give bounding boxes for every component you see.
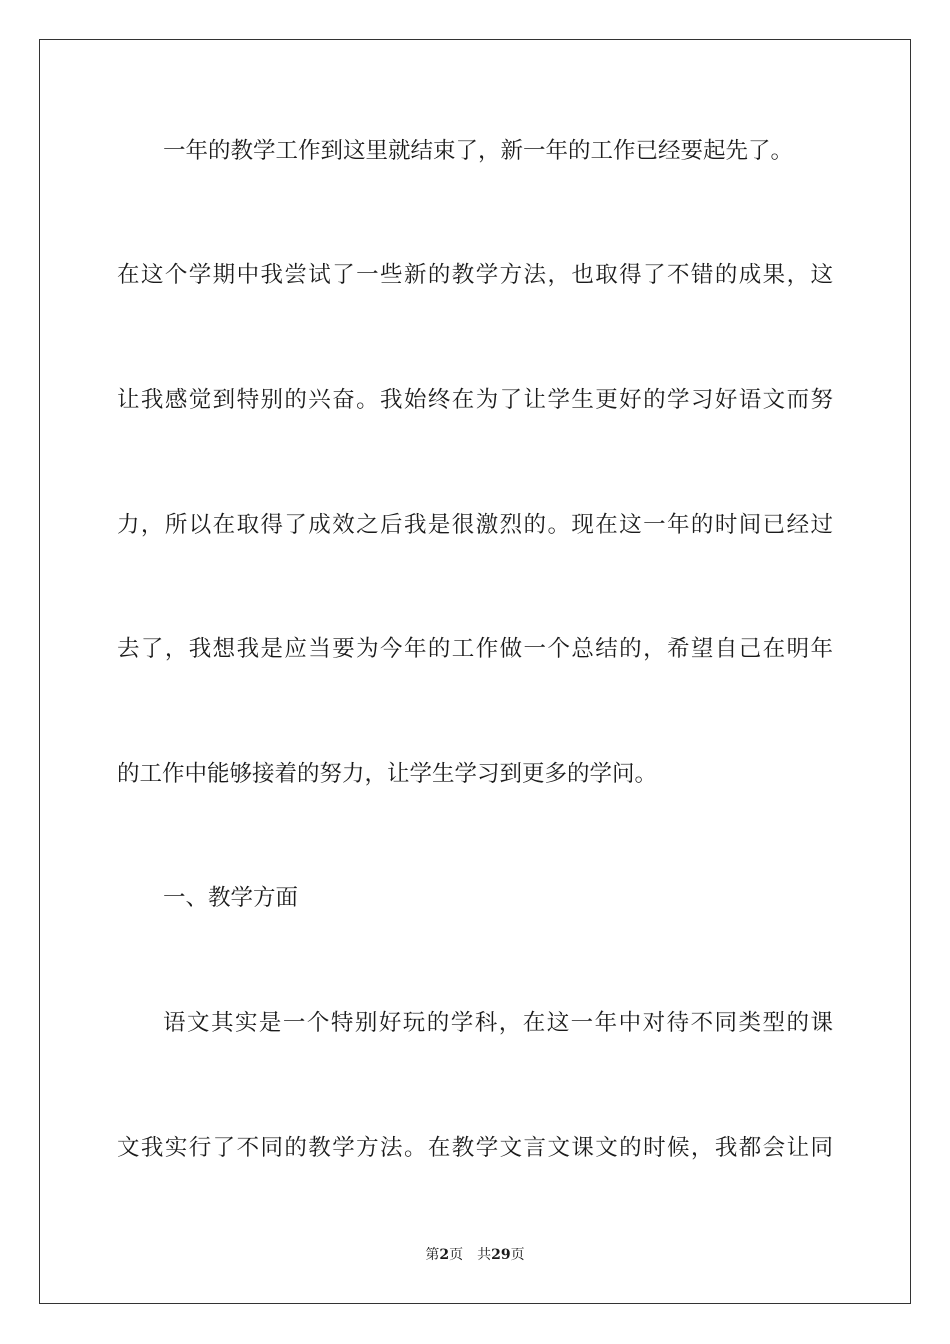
total-pages: 29 (491, 1247, 511, 1263)
paragraph-line-5: 去了，我想我是应当要为今年的工作做一个总结的，希望自己在明年 (117, 636, 833, 662)
page-prefix: 第 (425, 1247, 440, 1263)
page-frame (39, 39, 911, 1304)
page-suffix: 页 (449, 1247, 464, 1263)
paragraph-line-1: 一年的教学工作到这里就结束了，新一年的工作已经要起先了。 (163, 138, 794, 164)
paragraph-line-6: 的工作中能够接着的努力，让学生学习到更多的学问。 (117, 761, 658, 787)
section-heading: 一、教学方面 (163, 885, 299, 911)
total-suffix: 页 (510, 1247, 525, 1263)
paragraph-line-7: 语文其实是一个特别好玩的学科，在这一年中对待不同类型的课 (163, 1010, 833, 1036)
page-number: 2 (439, 1247, 450, 1263)
total-prefix: 共 (477, 1247, 492, 1263)
paragraph-line-3: 让我感觉到特别的兴奋。我始终在为了让学生更好的学习好语文而努 (117, 387, 833, 413)
paragraph-line-4: 力，所以在取得了成效之后我是很激烈的。现在这一年的时间已经过 (117, 512, 833, 538)
page-footer (0, 1246, 950, 1264)
paragraph-line-8: 文我实行了不同的教学方法。在教学文言文课文的时候，我都会让同 (117, 1135, 833, 1161)
paragraph-line-2: 在这个学期中我尝试了一些新的教学方法，也取得了不错的成果，这 (117, 262, 833, 288)
